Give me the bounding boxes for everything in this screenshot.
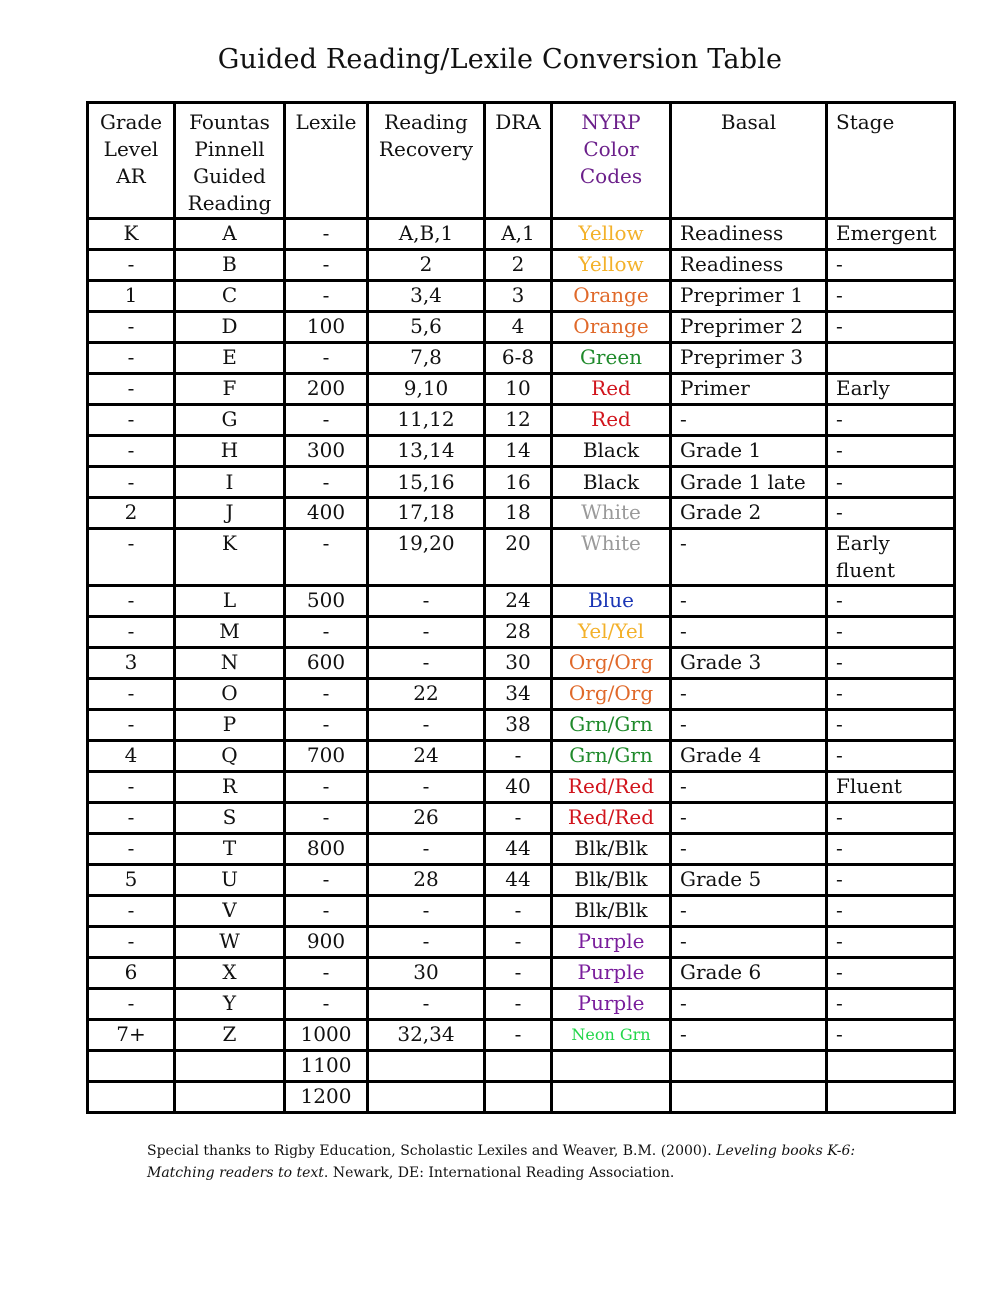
table-row [89,773,953,801]
table-row [89,344,953,372]
cell-stage: - [828,866,953,894]
cell-dra: - [486,742,550,770]
cell-fountas-pinnell: S [176,804,283,832]
table-row [89,742,953,770]
cell-reading-recovery: 30 [369,959,483,987]
cell-nyrp-color: Purple [553,959,669,987]
cell-grade: 3 [89,649,173,677]
cell-grade: - [89,804,173,832]
cell-grade: - [89,437,173,465]
cell-basal: - [672,835,825,863]
table-row [89,1021,953,1049]
table-row [89,990,953,1018]
cell-lexile: - [286,866,366,894]
cell-dra: 24 [486,587,550,615]
cell-grade: - [89,835,173,863]
cell-lexile: 500 [286,587,366,615]
cell-stage: - [828,680,953,708]
cell-stage: - [828,468,953,496]
cell-grade: 2 [89,499,173,527]
table-row [89,959,953,987]
cell-stage: - [828,959,953,987]
cell-lexile: - [286,959,366,987]
cell-basal [672,1083,825,1111]
cell-lexile: - [286,773,366,801]
cell-grade: - [89,251,173,279]
table-row [89,468,953,496]
table-row [89,530,953,584]
cell-grade: 1 [89,282,173,310]
cell-dra: - [486,897,550,925]
cell-lexile: 1200 [286,1083,366,1111]
cell-basal: - [672,773,825,801]
table-row [89,711,953,739]
cell-reading-recovery: 15,16 [369,468,483,496]
table-row [89,406,953,434]
cell-basal: - [672,1021,825,1049]
cell-fountas-pinnell: I [176,468,283,496]
cell-dra: 44 [486,835,550,863]
cell-nyrp-color: Red [553,406,669,434]
cell-reading-recovery: 5,6 [369,313,483,341]
cell-nyrp-color: Blk/Blk [553,897,669,925]
cell-lexile: - [286,468,366,496]
cell-basal: - [672,804,825,832]
cell-grade: - [89,406,173,434]
cell-nyrp-color: Blk/Blk [553,866,669,894]
cell-stage: - [828,1021,953,1049]
cell-fountas-pinnell: Z [176,1021,283,1049]
cell-nyrp-color: Red/Red [553,804,669,832]
cell-lexile: 200 [286,375,366,403]
table-row [89,313,953,341]
cell-nyrp-color: Orange [553,282,669,310]
cell-grade: - [89,468,173,496]
cell-stage: - [828,618,953,646]
cell-dra: - [486,928,550,956]
cell-dra: 44 [486,866,550,894]
cell-fountas-pinnell [176,1083,283,1111]
cell-nyrp-color: White [553,530,669,584]
cell-stage: - [828,649,953,677]
cell-grade: - [89,587,173,615]
cell-stage: - [828,804,953,832]
cell-basal: Preprimer 3 [672,344,825,372]
table-row [89,680,953,708]
cell-nyrp-color [553,1083,669,1111]
header-nyrp-color-codes: NYRP Color Codes [553,104,669,217]
cell-basal: - [672,618,825,646]
table-row [89,437,953,465]
cell-fountas-pinnell: G [176,406,283,434]
cell-lexile: - [286,990,366,1018]
cell-dra: - [486,990,550,1018]
cell-fountas-pinnell: K [176,530,283,584]
cell-basal: - [672,990,825,1018]
cell-lexile: 800 [286,835,366,863]
footer-prefix: Special thanks to Rigby Education, Scholastic Lexiles and Weaver, B.M. (2000). [147,1143,717,1159]
cell-dra [486,1083,550,1111]
cell-basal: - [672,928,825,956]
table-row [89,804,953,832]
cell-reading-recovery: A,B,1 [369,220,483,248]
conversion-table [86,101,956,1114]
cell-reading-recovery: 24 [369,742,483,770]
cell-nyrp-color: Grn/Grn [553,742,669,770]
cell-fountas-pinnell: Y [176,990,283,1018]
cell-stage: - [828,251,953,279]
cell-stage: Emergent [828,220,953,248]
cell-fountas-pinnell: B [176,251,283,279]
table-row [89,897,953,925]
cell-lexile: 1100 [286,1052,366,1080]
cell-reading-recovery: - [369,773,483,801]
table-row [89,251,953,279]
cell-reading-recovery [369,1052,483,1080]
cell-dra: 28 [486,618,550,646]
cell-dra: 12 [486,406,550,434]
cell-basal: Grade 4 [672,742,825,770]
cell-fountas-pinnell: P [176,711,283,739]
cell-reading-recovery: 28 [369,866,483,894]
cell-fountas-pinnell: E [176,344,283,372]
cell-nyrp-color: Purple [553,928,669,956]
cell-basal: Grade 6 [672,959,825,987]
header-grade-level: Grade Level AR [89,104,173,217]
cell-lexile: 700 [286,742,366,770]
cell-dra: 30 [486,649,550,677]
cell-stage: - [828,587,953,615]
cell-dra [486,1052,550,1080]
table-row [89,375,953,403]
cell-grade: - [89,618,173,646]
cell-basal [672,1052,825,1080]
table-body [89,220,953,1111]
cell-dra: A,1 [486,220,550,248]
cell-nyrp-color: Orange [553,313,669,341]
cell-stage: - [828,928,953,956]
cell-dra: - [486,1021,550,1049]
cell-lexile: - [286,618,366,646]
cell-lexile: - [286,530,366,584]
cell-reading-recovery: - [369,835,483,863]
cell-basal: - [672,530,825,584]
cell-dra: 14 [486,437,550,465]
cell-lexile: 1000 [286,1021,366,1049]
cell-fountas-pinnell: H [176,437,283,465]
cell-fountas-pinnell: W [176,928,283,956]
cell-nyrp-color: Green [553,344,669,372]
cell-fountas-pinnell [176,1052,283,1080]
cell-basal: Preprimer 2 [672,313,825,341]
cell-reading-recovery: - [369,928,483,956]
cell-nyrp-color: Grn/Grn [553,711,669,739]
cell-grade [89,1052,173,1080]
cell-grade: 4 [89,742,173,770]
cell-fountas-pinnell: N [176,649,283,677]
cell-reading-recovery: 32,34 [369,1021,483,1049]
cell-basal: Readiness [672,220,825,248]
cell-grade: - [89,680,173,708]
cell-reading-recovery: 3,4 [369,282,483,310]
cell-reading-recovery: - [369,897,483,925]
cell-reading-recovery: - [369,587,483,615]
cell-grade: - [89,344,173,372]
cell-lexile: - [286,251,366,279]
cell-nyrp-color: Blue [553,587,669,615]
header-fountas-pinnell: Fountas Pinnell Guided Reading [176,104,283,217]
table-row [89,282,953,310]
cell-grade: - [89,711,173,739]
cell-fountas-pinnell: D [176,313,283,341]
cell-reading-recovery: 26 [369,804,483,832]
cell-basal: Grade 1 [672,437,825,465]
cell-dra: 6-8 [486,344,550,372]
cell-stage: - [828,990,953,1018]
cell-reading-recovery: 11,12 [369,406,483,434]
cell-nyrp-color: Neon Grn [553,1021,669,1049]
header-lexile: Lexile [286,104,366,217]
cell-grade: - [89,990,173,1018]
cell-lexile: - [286,680,366,708]
cell-basal: Grade 3 [672,649,825,677]
cell-lexile: - [286,282,366,310]
cell-basal: Preprimer 1 [672,282,825,310]
cell-lexile: 600 [286,649,366,677]
cell-lexile: - [286,804,366,832]
cell-nyrp-color: Black [553,468,669,496]
cell-fountas-pinnell: A [176,220,283,248]
cell-nyrp-color: Red/Red [553,773,669,801]
cell-fountas-pinnell: J [176,499,283,527]
table-row [89,1083,953,1111]
cell-grade: - [89,773,173,801]
table-row [89,618,953,646]
cell-fountas-pinnell: X [176,959,283,987]
cell-basal: - [672,587,825,615]
cell-fountas-pinnell: M [176,618,283,646]
cell-fountas-pinnell: U [176,866,283,894]
cell-dra: 18 [486,499,550,527]
cell-reading-recovery: 22 [369,680,483,708]
cell-fountas-pinnell: F [176,375,283,403]
page-title: Guided Reading/Lexile Conversion Table [217,44,783,75]
cell-fountas-pinnell: V [176,897,283,925]
cell-lexile: - [286,711,366,739]
header-stage: Stage [828,104,953,217]
cell-stage: Early fluent [828,530,953,584]
cell-stage [828,1052,953,1080]
cell-grade: - [89,375,173,403]
cell-nyrp-color: White [553,499,669,527]
cell-dra: - [486,959,550,987]
cell-reading-recovery: 9,10 [369,375,483,403]
cell-lexile: - [286,406,366,434]
cell-reading-recovery: - [369,649,483,677]
table-row [89,1052,953,1080]
cell-basal: Grade 2 [672,499,825,527]
cell-stage [828,1083,953,1111]
cell-dra: 3 [486,282,550,310]
footer-citation [147,1140,867,1184]
header-basal: Basal [672,104,825,217]
footer-suffix: . Newark, DE: International Reading Association. [323,1165,675,1181]
cell-dra: 40 [486,773,550,801]
cell-reading-recovery: 17,18 [369,499,483,527]
cell-lexile: - [286,897,366,925]
cell-nyrp-color: Yellow [553,220,669,248]
table-row [89,649,953,677]
cell-reading-recovery: - [369,990,483,1018]
cell-stage: - [828,282,953,310]
cell-reading-recovery [369,1083,483,1111]
cell-dra: 34 [486,680,550,708]
cell-lexile: 900 [286,928,366,956]
cell-nyrp-color: Purple [553,990,669,1018]
cell-grade: 7+ [89,1021,173,1049]
cell-stage: - [828,437,953,465]
cell-stage: - [828,406,953,434]
cell-stage: - [828,313,953,341]
cell-dra: 2 [486,251,550,279]
cell-reading-recovery: 2 [369,251,483,279]
cell-grade: - [89,928,173,956]
cell-dra: 38 [486,711,550,739]
cell-nyrp-color: Blk/Blk [553,835,669,863]
cell-reading-recovery: 19,20 [369,530,483,584]
cell-basal: - [672,711,825,739]
cell-basal: - [672,406,825,434]
cell-dra: 20 [486,530,550,584]
cell-grade: K [89,220,173,248]
table-row [89,587,953,615]
cell-reading-recovery: 7,8 [369,344,483,372]
cell-nyrp-color: Red [553,375,669,403]
cell-stage [828,344,953,372]
cell-stage: Fluent [828,773,953,801]
cell-reading-recovery: 13,14 [369,437,483,465]
table-row [89,499,953,527]
cell-fountas-pinnell: R [176,773,283,801]
header-row [89,104,953,217]
table-row [89,928,953,956]
cell-dra: 10 [486,375,550,403]
cell-fountas-pinnell: O [176,680,283,708]
table-row [89,866,953,894]
cell-fountas-pinnell: T [176,835,283,863]
cell-dra: - [486,804,550,832]
cell-nyrp-color [553,1052,669,1080]
cell-stage: - [828,742,953,770]
cell-reading-recovery: - [369,618,483,646]
cell-dra: 16 [486,468,550,496]
header-reading-recovery: Reading Recovery [369,104,483,217]
cell-grade: 5 [89,866,173,894]
cell-nyrp-color: Yellow [553,251,669,279]
table-row [89,220,953,248]
cell-grade: - [89,313,173,341]
header-dra: DRA [486,104,550,217]
cell-fountas-pinnell: Q [176,742,283,770]
cell-lexile: 100 [286,313,366,341]
cell-stage: - [828,835,953,863]
cell-basal: Grade 1 late [672,468,825,496]
cell-stage: Early [828,375,953,403]
footer-book-title: Leveling books K-6: Matching readers to text [147,1143,856,1181]
cell-lexile: - [286,344,366,372]
cell-lexile: 300 [286,437,366,465]
cell-stage: - [828,499,953,527]
cell-basal: Readiness [672,251,825,279]
cell-grade [89,1083,173,1111]
cell-grade: 6 [89,959,173,987]
cell-lexile: 400 [286,499,366,527]
cell-basal: Primer [672,375,825,403]
cell-nyrp-color: Org/Org [553,649,669,677]
cell-nyrp-color: Yel/Yel [553,618,669,646]
cell-lexile: - [286,220,366,248]
cell-nyrp-color: Org/Org [553,680,669,708]
cell-nyrp-color: Black [553,437,669,465]
cell-dra: 4 [486,313,550,341]
cell-stage: - [828,711,953,739]
cell-grade: - [89,530,173,584]
cell-basal: - [672,680,825,708]
table-row [89,835,953,863]
cell-basal: - [672,897,825,925]
cell-stage: - [828,897,953,925]
cell-grade: - [89,897,173,925]
cell-fountas-pinnell: C [176,282,283,310]
cell-reading-recovery: - [369,711,483,739]
cell-basal: Grade 5 [672,866,825,894]
cell-fountas-pinnell: L [176,587,283,615]
